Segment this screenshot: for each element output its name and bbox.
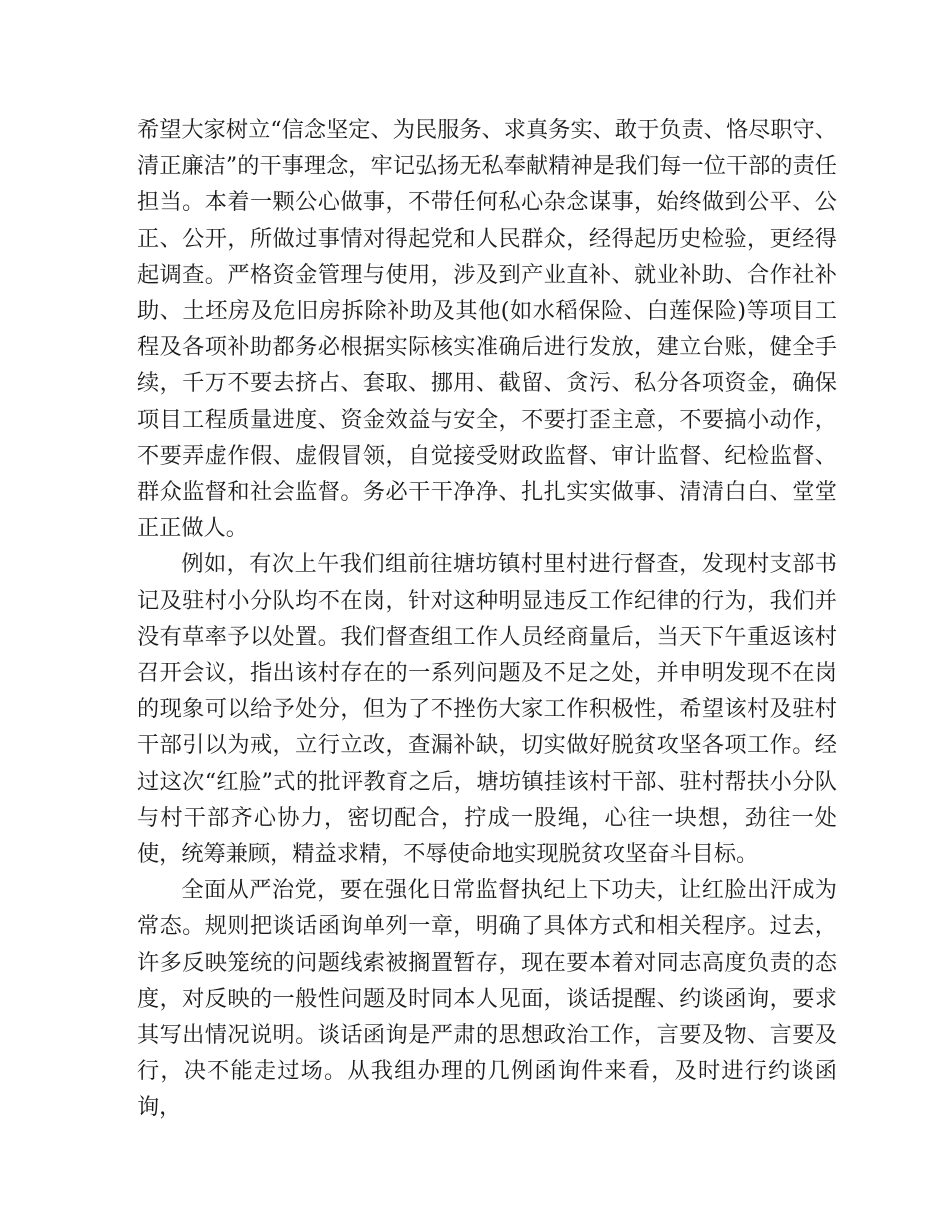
document-body [137, 112, 837, 1126]
paragraph-3: 全面从严治党，要在强化日常监督执纪上下功夫，让红脸出汗成为常态。规则把谈话函询单列一章，明确了具体方式和相关程序。过去，许多反映笼统的问题线索被搁置暂存，现在要本着对同志高度负责的态度，对反映的一般性问题及时同本人见面，谈话提醒、约谈函询，要求其写出情况说明。谈话函询是严肃的思想政治工作，言要及物、言要及行，决不能走过场。从我组办理的几例函询件来看，及时进行约谈函询， [137, 877, 837, 1121]
paragraph-2: 例如，有次上午我们组前往塘坊镇村里村进行督查，发现村支部书记及驻村小分队均不在岗，针对这种明显违反工作纪律的行为，我们并没有草率予以处置。我们督查组工作人员经商量后，当天下午重返该村召开会议，指出该村存在的一系列问题及不足之处，并申明发现不在岗的现象可以给予处分，但为了不挫伤大家工作积极性，希望该村及驻村干部引以为戒，立行立改，查漏补缺，切实做好脱贫攻坚各项工作。经过这次“红脸”式的批评教育之后，塘坊镇挂该村干部、驻村帮扶小分队与村干部齐心协力，密切配合，拧成一股绳，心往一块想，劲往一处使，统筹兼顾，精益求精，不辱使命地实现脱贫攻坚奋斗目标。 [137, 551, 837, 868]
paragraph-1: 希望大家树立“信念坚定、为民服务、求真务实、敢于负责、恪尽职守、清正廉洁”的干事理念，牢记弘扬无私奉献精神是我们每一位干部的责任担当。本着一颗公心做事，不带任何私心杂念谋事，始终做到公平、公正、公开，所做过事情对得起党和人民群众，经得起历史检验，更经得起调查。严格资金管理与使用，涉及到产业直补、就业补助、合作社补助、土坯房及危旧房拆除补助及其他(如水稻保险、白莲保险)等项目工程及各项补助都务必根据实际核实准确后进行发放，建立台账，健全手续，千万不要去挤占、套取、挪用、截留、贪污、私分各项资金，确保项目工程质量进度、资金效益与安全，不要打歪主意，不要搞小动作，不要弄虚作假、虚假冒领，自觉接受财政监督、审计监督、纪检监督、群众监督和社会监督。务必干干净净、扎扎实实做事、清清白白、堂堂正正做人。 [137, 117, 837, 542]
